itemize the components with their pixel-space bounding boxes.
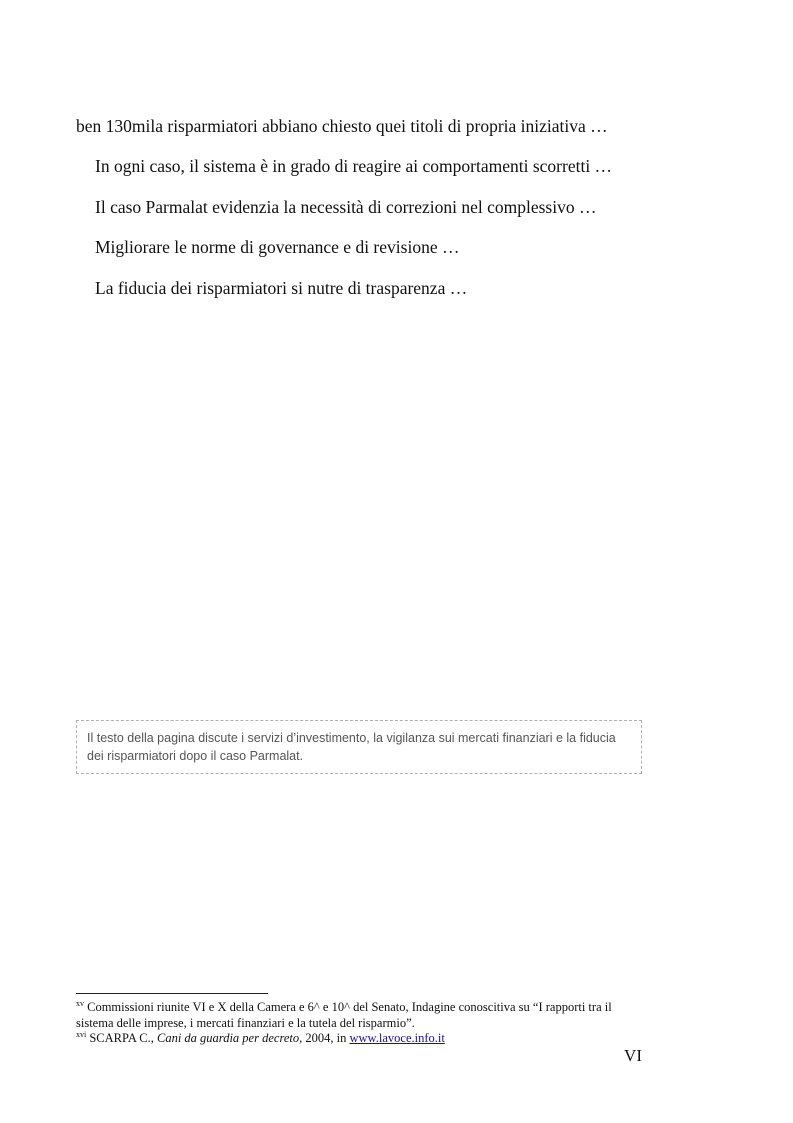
footnote-xv	[76, 1000, 642, 1031]
footnote-marker: xvi	[76, 1029, 87, 1039]
paragraph-3: Il caso Parmalat evidenzia la necessità di correzioni nel complessivo …	[95, 196, 597, 217]
footnote-title: Cani da guardia per decreto	[157, 1031, 300, 1045]
paragraph-1: ben 130mila risparmiatori abbiano chiesto quei titoli di propria iniziativa …	[76, 116, 608, 136]
footnote-text: Commissioni riunite VI e X della Camera e 6^ e 10^ del Senato, Indagine conoscitiva su “I rapporti tra il sistema delle imprese, i mercati finanziari e la tutela del risparmio”.	[76, 1000, 612, 1030]
footnote-rule	[76, 993, 268, 994]
footnote-rest: , 2004, in	[299, 1031, 347, 1045]
footnote-author: SCARPA C.,	[89, 1031, 154, 1045]
body-text	[76, 110, 642, 312]
footnote-marker: xv	[76, 998, 84, 1008]
paragraph-4: Migliorare le norme di governance e di revisione …	[95, 237, 460, 258]
page-number: VI	[624, 1046, 642, 1065]
paragraph-2: In ogni caso, il sistema è in grado di reagire ai comportamenti scorretti …	[95, 156, 613, 177]
source-link[interactable]: www.lavoce.info.it	[349, 1031, 445, 1045]
content-summary: Il testo della pagina discute i servizi d’investimento, la vigilanza sui mercati finanziari e la fiducia dei risparmiatori dopo il caso Parmalat.	[76, 720, 642, 774]
footnotes	[76, 1000, 642, 1047]
footnote-xvi	[76, 1031, 642, 1047]
paragraph-5: La fiducia dei risparmiatori si nutre di trasparenza …	[95, 277, 468, 298]
